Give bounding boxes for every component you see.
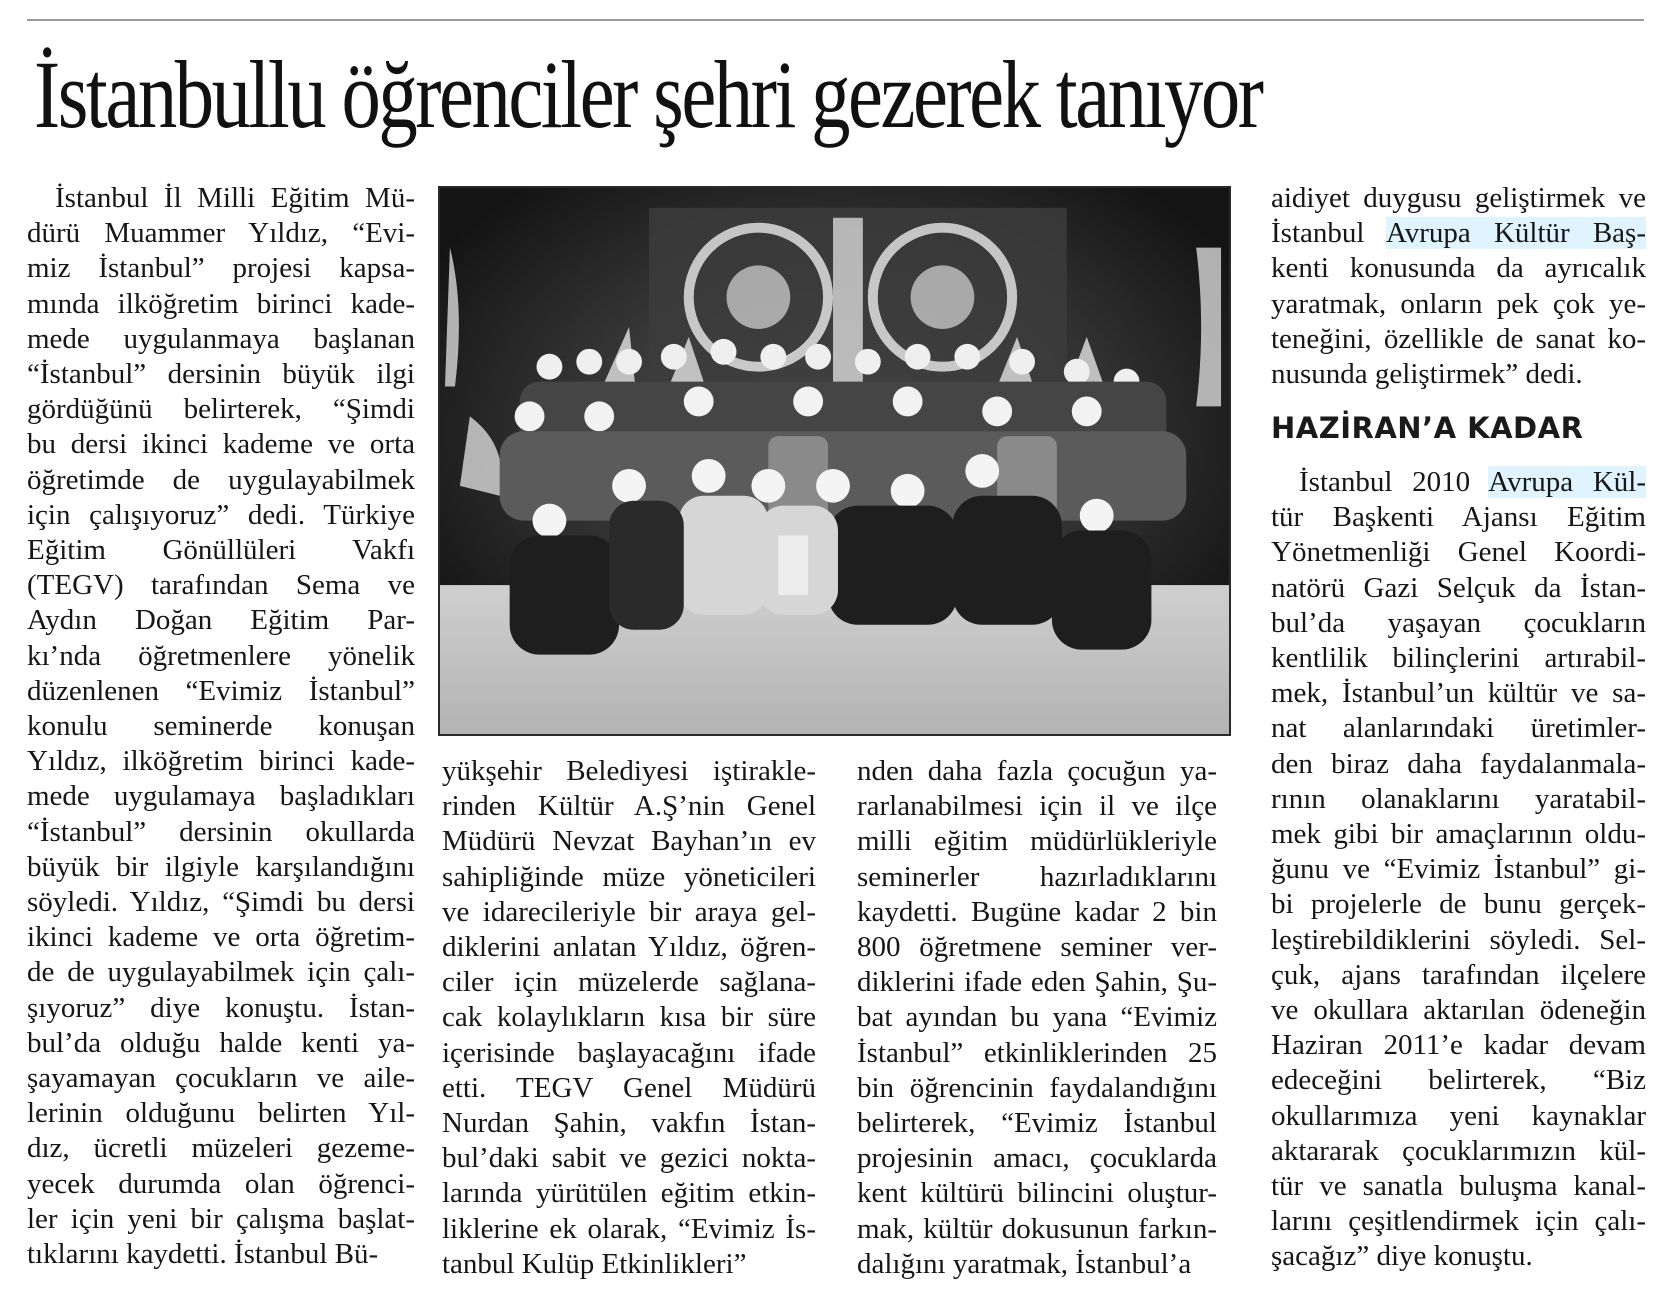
text-line: Yıldız, ilköğretim birinci kade- — [27, 745, 415, 778]
text-line: İstanbul İl Milli Eğitim Mü- — [55, 182, 415, 214]
text-line: den biraz daha faydalanmala- — [1271, 747, 1646, 780]
text-line: konulu seminerde konuşan — [27, 710, 415, 743]
text-line: tür Başkenti Ajansı Eğitim — [1271, 501, 1646, 534]
text-line: diklerini anlatan Yıldız, öğren- — [442, 931, 816, 964]
text-line: dız, ücretli müzeleri gezeme- — [27, 1132, 415, 1165]
text-line: teneğini, özellikle de sanat ko- — [1271, 322, 1646, 355]
text-line: bin öğrencinin faydalandığını — [857, 1071, 1217, 1104]
text-line: larında yürütülen eğitim etkin- — [442, 1177, 816, 1210]
text-line: liklerine ek olarak, “Evimiz İs- — [442, 1212, 816, 1245]
text-line: tanbul Kulüp Etkinlikleri” — [442, 1247, 747, 1280]
text-line: dalığını yaratmak, İstanbul’a — [857, 1247, 1192, 1280]
article-headline: İstanbullu öğrenciler şehri gezerek tanıyor — [34, 41, 1262, 148]
text-line: mede uygulamaya başladıkları — [27, 780, 415, 813]
text-line: İstanbul” etkinliklerinden 25 — [857, 1036, 1217, 1069]
text-line: de de uygulayabilmek için çalı- — [27, 956, 415, 989]
text-block — [1271, 251, 1646, 392]
text-line: lerinin olduğunu belirten Yıl- — [27, 1097, 415, 1130]
text-line: bul’da olduğu halde kenti ya- — [27, 1026, 415, 1059]
text-line: şayamayan çocukların ve aile- — [27, 1062, 415, 1095]
text-line: içerisinde başlayacağını ifade — [442, 1036, 816, 1069]
text-line: kent kültürü bilincini oluştur- — [857, 1177, 1217, 1210]
text-line: “İstanbul” dersinin okullarda — [27, 815, 415, 848]
text-line: 800 öğretmene seminer ver- — [857, 931, 1217, 964]
text-line: öğretimde de uygulayabilmek — [27, 463, 415, 496]
text-line: kaydetti. Bugüne kadar 2 bin — [857, 895, 1217, 928]
text-line: milli eğitim müdürlükleriyle — [857, 825, 1217, 858]
text-line: yaratmak, onların pek çok ye- — [1271, 287, 1646, 320]
text-block — [1271, 500, 1646, 1274]
article-column-3 — [857, 754, 1217, 1282]
article-column-4-top — [1271, 181, 1646, 392]
text-line: Haziran 2011’e kadar devam — [1271, 1029, 1646, 1062]
text-line: bul’daki sabit ve gezici nokta- — [442, 1142, 816, 1175]
text-line: edeceğini belirterek, “Biz — [1271, 1064, 1646, 1097]
text-line: rarlanabilmesi için il ve ilçe — [857, 790, 1217, 823]
text-line: bi projelerle de bunu gerçek- — [1271, 888, 1646, 921]
text-line: rının olanaklarını yaratabil- — [1271, 782, 1646, 815]
text-line: etti. TEGV Genel Müdürü — [442, 1071, 816, 1104]
text-line: Müdürü Nevzat Bayhan’ın ev — [442, 825, 816, 858]
text-line: larını çeşitlendirmek için çalı- — [1271, 1205, 1646, 1238]
text-line: (TEGV) tarafından Sema ve — [27, 569, 415, 602]
text-line: seminerler hazırladıklarını — [857, 860, 1217, 893]
article-column-1 — [27, 181, 415, 1272]
text-line: ğunu ve “Evimiz İstanbul” gi- — [1271, 853, 1646, 886]
text-line: projesinin amacı, çocuklarda — [857, 1142, 1217, 1175]
text-line: ciler için müzelerde sağlana- — [442, 966, 816, 999]
text-line: ler için yeni bir çalışma başlat- — [27, 1202, 415, 1235]
section-subhead: HAZİRAN’A KADAR — [1271, 411, 1584, 445]
text-line: tıklarını kaydetti. İstanbul Bü- — [27, 1238, 379, 1271]
text-line: kentlilik bilinçlerini artırabil- — [1271, 642, 1646, 675]
text-line: rinden Kültür A.Ş’nin Genel — [442, 790, 816, 823]
highlighted-text: Avrupa Kültür Baş- — [1385, 217, 1646, 250]
article-column-2 — [442, 754, 816, 1282]
text-line: ve idarecileriyle bir araya gel- — [442, 895, 816, 928]
text-line: mede uygulanmaya başlanan — [27, 322, 415, 355]
text-line: düzenlenen “Evimiz İstanbul” — [27, 674, 415, 707]
text-line: aktararak çocuklarımızın kül- — [1271, 1134, 1646, 1167]
text-line: çuk, ajans tarafından ilçelere — [1271, 958, 1646, 991]
text-line: kı’nda öğretmenlere yönelik — [27, 639, 415, 672]
text-line: aidiyet duygusu geliştirmek ve — [1271, 182, 1646, 214]
text-line: bu dersi ikinci kademe ve orta — [27, 428, 415, 461]
text-line: gördüğünü belirterek, “Şimdi — [27, 393, 415, 426]
text-line: “İstanbul” dersinin büyük ilgi — [27, 358, 415, 391]
text-line: büyük bir ilgiyle karşılandığını — [27, 850, 415, 883]
text-line: mında ilköğretim birinci kade- — [27, 287, 415, 320]
text-line: mak, kültür dokusunun farkın- — [857, 1212, 1217, 1245]
text-line: nat alanlarındaki üretimler- — [1271, 712, 1646, 745]
article-photo — [438, 186, 1231, 736]
text-line: ve okullara aktarılan ödeneğin — [1271, 994, 1646, 1027]
highlighted-text: Avrupa Kül- — [1488, 466, 1646, 498]
text-line: belirterek, “Evimiz İstanbul — [857, 1107, 1217, 1140]
text-line: Eğitim Gönüllüleri Vakfı — [27, 534, 415, 567]
text-line: miz İstanbul” projesi kapsa- — [27, 252, 415, 285]
text-line: nusunda geliştirmek” dedi. — [1271, 358, 1583, 391]
group-photo-illustration — [440, 188, 1229, 734]
text-line: yükşehir Belediyesi iştirakle- — [442, 755, 816, 787]
text-line — [1271, 465, 1646, 500]
text-line: mek gibi bir amaçlarının oldu- — [1271, 818, 1646, 851]
text-fragment: İstanbul — [1271, 217, 1386, 250]
text-line: Aydın Doğan Eğitim Par- — [27, 604, 415, 637]
text-line — [1271, 216, 1646, 251]
text-line: dürü Muammer Yıldız, “Evi- — [27, 217, 415, 250]
text-line: cak kolaylıkların kısa bir süre — [442, 1001, 816, 1034]
text-line: yecek durumda olan öğrenci- — [27, 1167, 415, 1200]
text-line: kenti konusunda da ayrıcalık — [1271, 252, 1646, 285]
text-line: natörü Gazi Selçuk da İstan- — [1271, 571, 1646, 604]
text-line: bat ayından bu yana “Evimiz — [857, 1001, 1217, 1034]
text-line: şıyoruz” diye konuştu. İstan- — [27, 991, 415, 1024]
text-line: Nurdan Şahin, vakfın İstan- — [442, 1107, 816, 1140]
text-line: leştirebildiklerini söyledi. Sel- — [1271, 923, 1646, 956]
text-line: Yönetmenliği Genel Koordi- — [1271, 536, 1646, 569]
text-line: sahipliğinde müze yöneticileri — [442, 860, 816, 893]
text-line: şacağız” diye konuştu. — [1271, 1240, 1533, 1273]
text-line: tür ve sanatla buluşma kanal- — [1271, 1170, 1646, 1203]
top-rule — [27, 19, 1644, 21]
text-line: için çalışıyoruz” dedi. Türkiye — [27, 498, 415, 531]
text-line: nden daha fazla çocuğun ya- — [857, 755, 1217, 787]
text-line: okullarımıza yeni kaynaklar — [1271, 1099, 1646, 1132]
article-column-4-bottom — [1271, 465, 1646, 1275]
text-line: mek, İstanbul’un kültür ve sa- — [1271, 677, 1646, 710]
text-line: ikinci kademe ve orta öğretim- — [27, 921, 415, 954]
text-line: diklerini ifade eden Şahin, Şu- — [857, 966, 1217, 999]
text-fragment: İstanbul 2010 — [1299, 466, 1489, 498]
text-line: bul’da yaşayan çocukların — [1271, 606, 1646, 639]
text-line: söyledi. Yıldız, “Şimdi bu dersi — [27, 886, 415, 919]
